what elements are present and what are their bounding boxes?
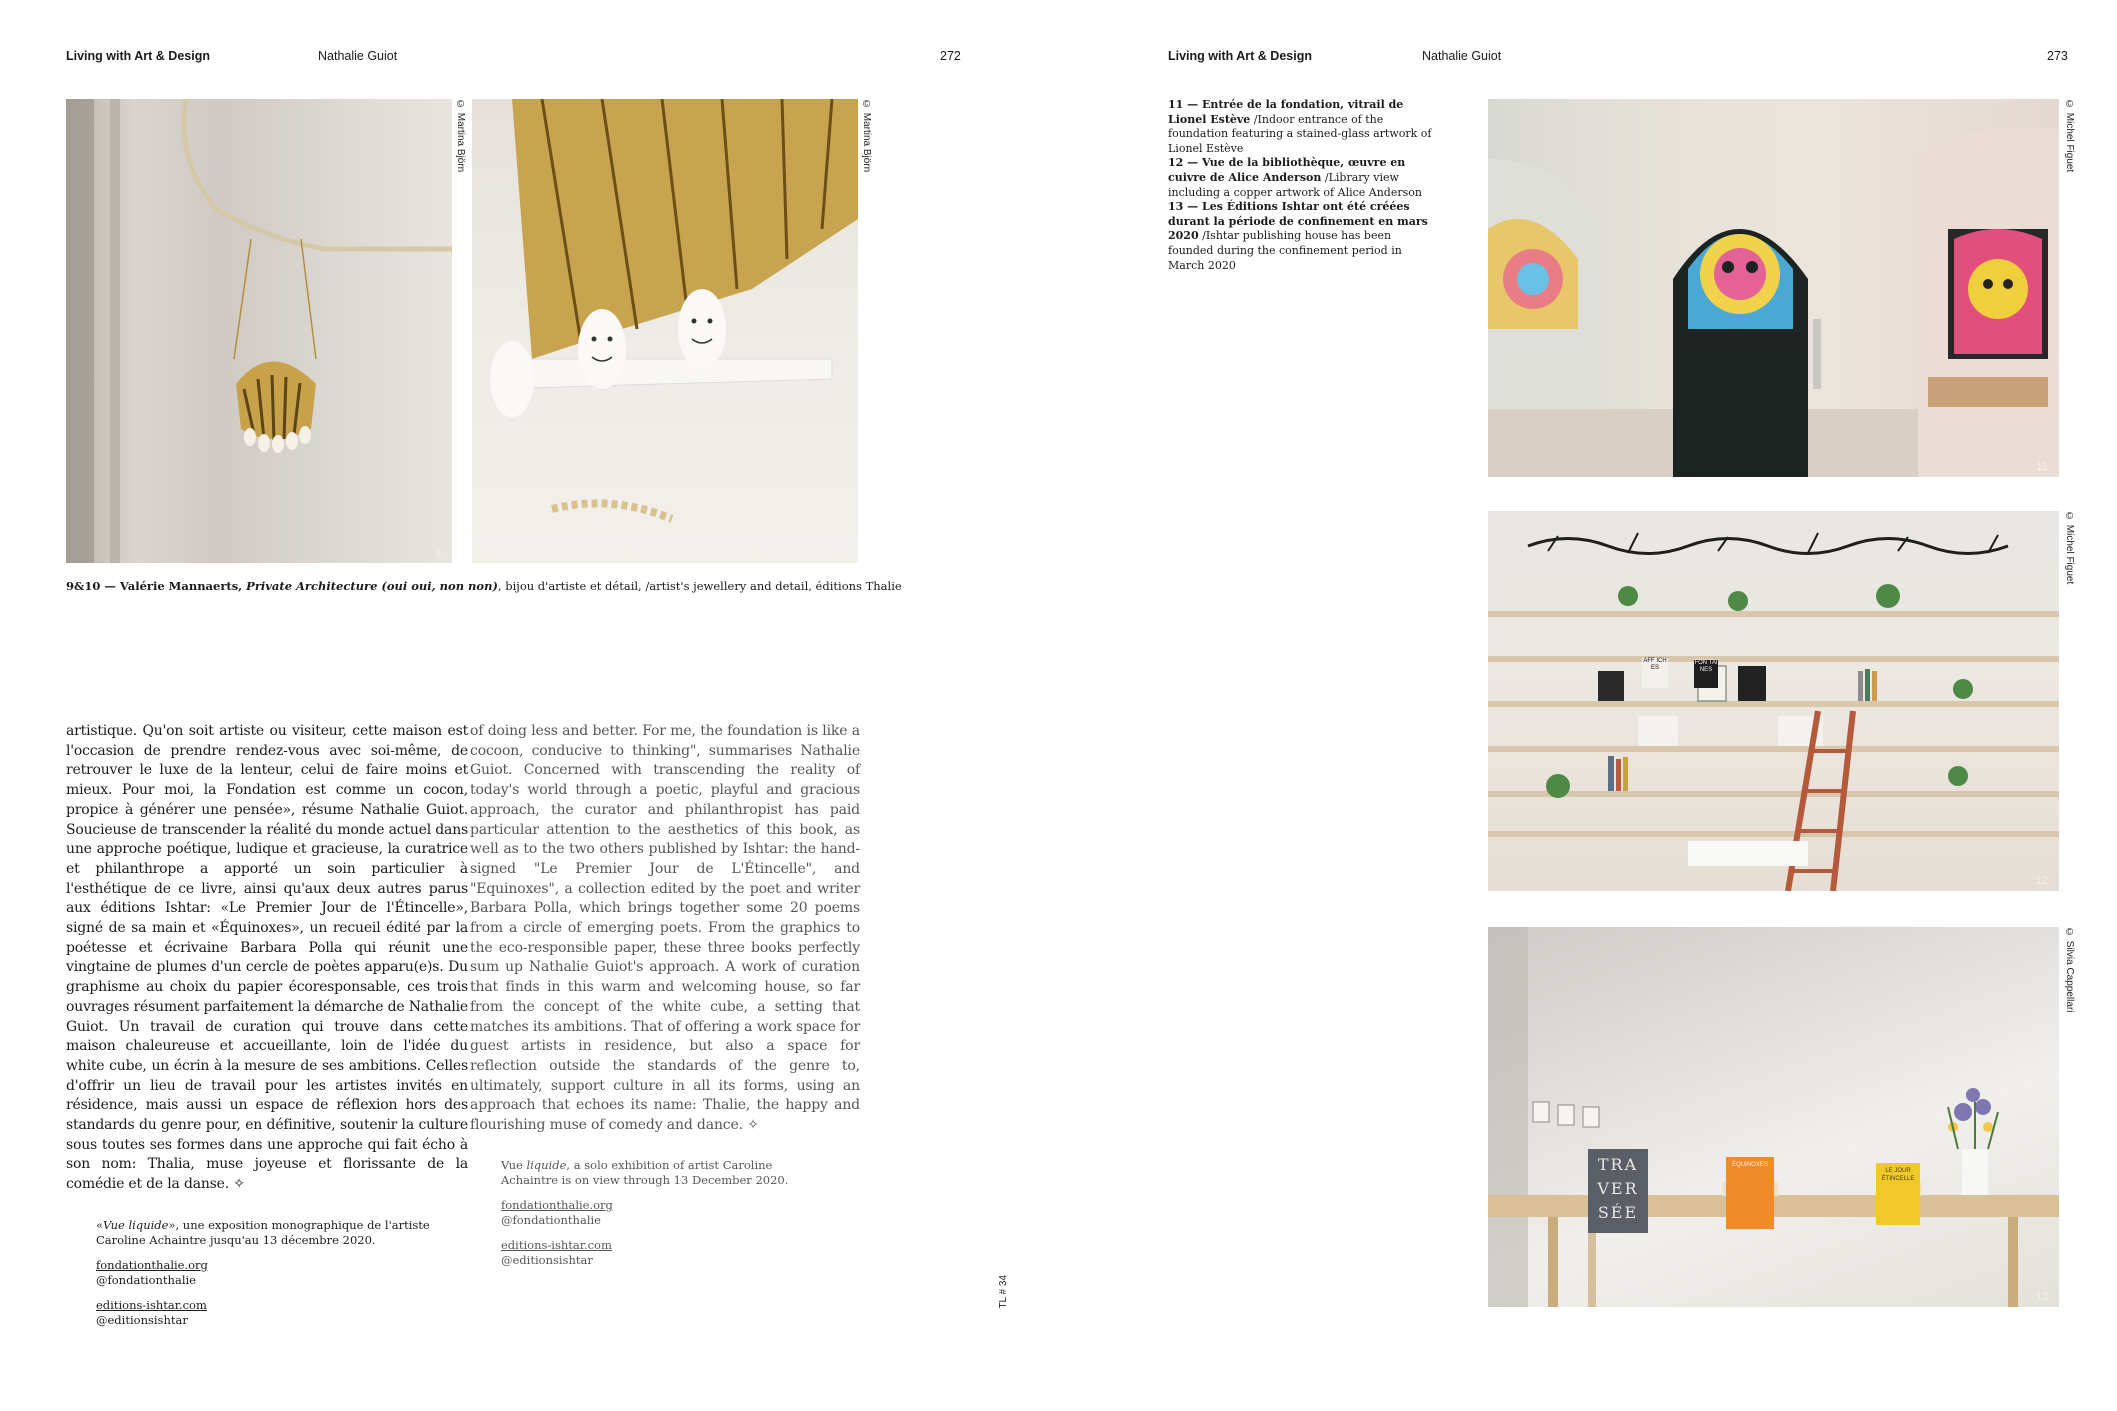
caption-12 [1168,156,1438,200]
book-etincelle: LE JOUR ÉTINCELLE [1876,1163,1920,1225]
photo-number: 9. [434,547,444,559]
running-header-title: Living with Art & Design [1168,49,1312,63]
note-prefix: Vue [501,1158,527,1172]
page-number: 272 [940,49,961,63]
entrance-illustration [1488,99,2059,477]
note-prefix: « [96,1218,104,1232]
photo-credit: © Michel Figuet [2064,99,2075,173]
exhibition-note-english [501,1158,831,1268]
magazine-folio: TL # 34 [998,1275,1009,1309]
caption-english: /Indoor entrance of the foundation featuring a stained-glass artwork of Lionel Estève [1168,112,1432,155]
website-link[interactable]: editions-ishtar.com [96,1298,207,1312]
jewellery-detail-illustration [472,99,858,563]
caption-english: /Library view including a copper artwork of Alice Anderson [1168,170,1422,199]
note-title: liquide [526,1158,567,1172]
note-title: Vue liquide [103,1218,169,1232]
photo-number: 10. [834,547,850,559]
photo-credit: © Martina Björn [861,99,872,173]
exhibition-note-french [96,1218,456,1328]
website-link[interactable]: fondationthalie.org [501,1198,613,1212]
photo-captions-list [1168,98,1438,273]
book-traversee: TRA VER SÉE [1588,1149,1648,1233]
body-text-english: of doing less and better. For me, the foundation is like a cocoon, conducive to thinking", summarises Nathalie Guiot. Concerned with transcending the reality of today's world through a poetic, playful and gracious approach, the curator and philanthropist has paid particular attention to the aesthetics of this book, as well as to the two others published by Ishtar: the hand-signed "Le Premier Jour de L'Étincelle", and "Equinoxes", a collection edited by the poet and writer Barbara Polla, which brings together some 20 poems from a circle of emerging poets. From the graphics to the eco-responsible paper, these three books perfectly sum up Nathalie Guiot's approach. A work of curation that finds in this warm and welcoming house, so far from the concept of the white cube, a setting that matches its ambitions. That of offering a work space for guest artists in residence, but also a space for reflection outside the standards of the genre to, ultimately, support culture in all its forms, using an approach that echoes its name: Thalie, the happy and flourishing muse of comedy and dance. ✧ [470,723,860,1134]
social-handle: @fondationthalie [501,1213,601,1227]
caption-english: /Ishtar publishing house has been founded during the confinement period in March 2020 [1168,229,1402,272]
body-text-french: artistique. Qu'on soit artiste ou visiteur, cette maison est l'occasion de prendre rendez-vous avec soi-même, de retrouver le luxe de la lenteur, celui de faire moins et mieux. Pour moi, la Fondation est comme un cocon, propice à générer une pensée», résume Nathalie Guiot. Soucieuse de transcender la réalité du monde actuel dans une approche poétique, ludique et gracieuse, la curatrice et philanthrope a apporté un soin particulier à l'esthétique de ce livre, ainsi qu'aux deux autres parus aux éditions Ishtar: «Le Premier Jour de l'Étincelle», signé de sa main et «Équinoxes», un recueil édité par la poétesse et écrivaine Barbara Polla qui réunit une vingtaine de plumes d'un cercle de poètes apparu(e)s. Du graphisme au choix du papier écoresponsable, ces trois ouvrages résument parfaitement la démarche de Nathalie Guiot. Un travail de curation qui trouve dans cette maison chaleureuse et accueillante, loin de l'idée du white cube, un écrin à la mesure de ses ambitions. Celles d'offrir un lieu de travail pour les artistes invités en résidence, mais aussi un espace de réflexion hors des standards du genre pour, en définitive, soutenir la culture sous toutes ses formes dans une approche qui fait écho à son nom: Thalia, muse joyeuse et florissante de la comédie et de la danse. ✧ [66,723,468,1193]
photo-number: 13. [2035,1291,2051,1303]
website-link[interactable]: editions-ishtar.com [501,1238,612,1252]
shelf-book-affiches: AFF ICH ES [1642,658,1668,688]
caption-french: 13 — Les Éditions Ishtar ont été créées durant la période de confinement en mars 2020 [1168,200,1428,243]
caption-lead: 9&10 — Valérie Mannaerts, [66,579,247,593]
caption-11 [1168,98,1438,156]
caption-french: 12 — Vue de la bibliothèque, œuvre en cuivre de Alice Anderson [1168,156,1406,184]
shelf-book-fontaines: FON TAI NES [1694,660,1718,688]
photo-books-display [1488,927,2059,1307]
note-text: », une exposition monographique de l'artiste Caroline Achaintre jusqu'au 13 décembre 2020. [96,1218,430,1247]
social-handle: @editionsishtar [96,1313,188,1327]
jewellery-illustration [66,99,452,563]
caption-text: , bijou d'artiste et détail, /artist's jewellery and detail, éditions Thalie [497,579,902,593]
running-header-title: Living with Art & Design [66,49,210,63]
photo-credit: © Martina Björn [455,99,466,173]
photo-number: 12. [2035,875,2051,887]
photo-jewellery-hanging [66,99,452,563]
books-table-illustration [1488,927,2059,1307]
photo-credit: © Michel Figuet [2064,511,2075,585]
caption-title: Private Architecture (oui oui, non non) [246,579,498,593]
running-header-author: Nathalie Guiot [1422,49,1502,63]
caption-13 [1168,200,1438,273]
photo-number: 11. [2036,461,2051,473]
photo-foundation-entrance [1488,99,2059,477]
running-header-author: Nathalie Guiot [318,49,398,63]
social-handle: @fondationthalie [96,1273,196,1287]
library-illustration [1488,511,2059,891]
social-handle: @editionsishtar [501,1253,593,1267]
page-number: 273 [2047,49,2068,63]
book-equinoxes: ÉQUINOXES [1726,1157,1774,1229]
photo-jewellery-detail [472,99,858,563]
website-link[interactable]: fondationthalie.org [96,1258,208,1272]
photo-credit: © Silvia Cappellari [2064,927,2075,1013]
caption-french: 11 — Entrée de la fondation, vitrail de Lionel Estève [1168,98,1404,126]
photo-caption [66,579,902,594]
note-text: , a solo exhibition of artist Caroline Achaintre is on view through 13 December 2020. [501,1158,789,1187]
photo-library-view [1488,511,2059,891]
